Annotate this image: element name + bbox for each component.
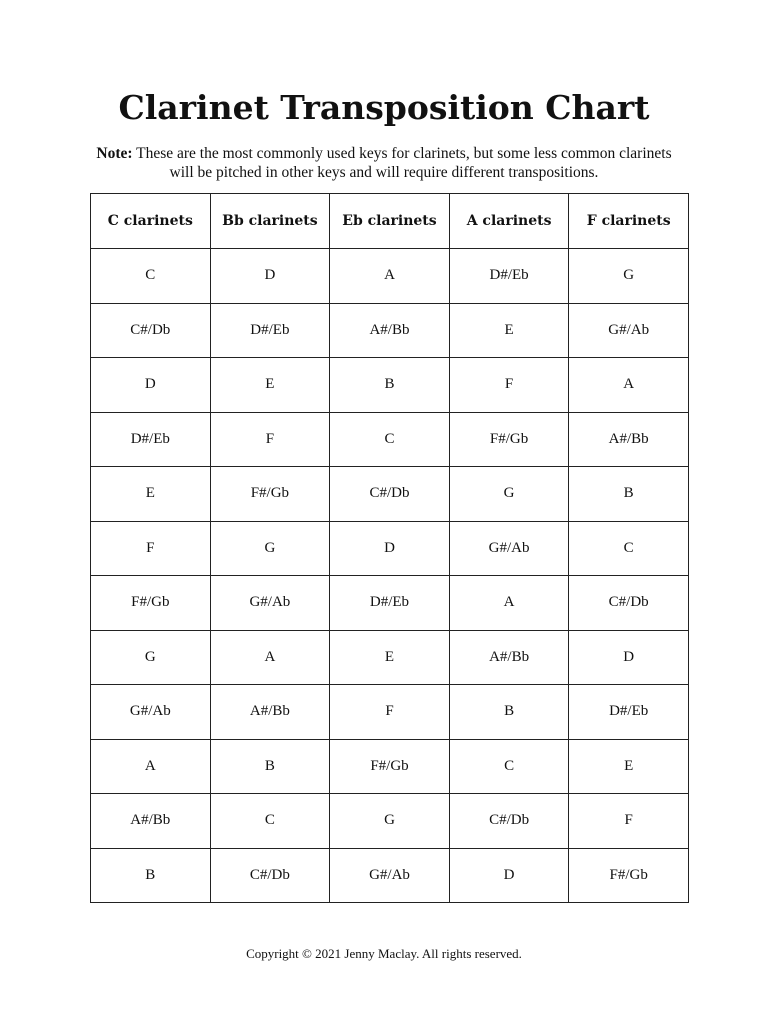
header-eb-clarinets: Eb clarinets (330, 194, 450, 249)
table-cell: A (330, 249, 450, 304)
table-row (91, 576, 689, 631)
table-cell: G#/Ab (569, 303, 689, 358)
table-row (91, 249, 689, 304)
note-text: These are the most commonly used keys for clarinets, but some less common clarinets will be pitched in other keys and will require different transpositions. (132, 145, 672, 181)
header-c-clarinets: C clarinets (91, 194, 211, 249)
table-cell: D#/Eb (91, 412, 211, 467)
table-row (91, 358, 689, 413)
table-cell: F#/Gb (91, 576, 211, 631)
table-cell: F (569, 794, 689, 849)
table-cell: A (569, 358, 689, 413)
table-cell: C#/Db (330, 467, 450, 522)
table-row (91, 467, 689, 522)
table-cell: F (449, 358, 569, 413)
table-row (91, 794, 689, 849)
table-header-row (91, 194, 689, 249)
table-cell: B (210, 739, 330, 794)
table-cell: B (330, 358, 450, 413)
table-cell: G (449, 467, 569, 522)
table-cell: E (569, 739, 689, 794)
table-cell: C#/Db (449, 794, 569, 849)
table-cell: A (91, 739, 211, 794)
table-row (91, 521, 689, 576)
table-row (91, 848, 689, 903)
header-f-clarinets: F clarinets (569, 194, 689, 249)
copyright-text: Copyright © 2021 Jenny Maclay. All rights reserved. (246, 946, 522, 961)
table-row (91, 685, 689, 740)
note-paragraph (90, 144, 678, 182)
table-cell: F#/Gb (330, 739, 450, 794)
table-cell: E (449, 303, 569, 358)
table-cell: A (210, 630, 330, 685)
table-cell: B (449, 685, 569, 740)
table-cell: C (330, 412, 450, 467)
table-cell: F#/Gb (449, 412, 569, 467)
table-cell: B (569, 467, 689, 522)
table-cell: G#/Ab (330, 848, 450, 903)
table-cell: D#/Eb (210, 303, 330, 358)
transposition-table (90, 193, 689, 903)
table-cell: C#/Db (210, 848, 330, 903)
table-cell: G#/Ab (91, 685, 211, 740)
table-cell: C#/Db (569, 576, 689, 631)
table-cell: F (330, 685, 450, 740)
table-cell: F#/Gb (569, 848, 689, 903)
table-cell: C#/Db (91, 303, 211, 358)
table-cell: A#/Bb (210, 685, 330, 740)
table-cell: C (210, 794, 330, 849)
table-cell: C (449, 739, 569, 794)
table-cell: G (330, 794, 450, 849)
table-cell: D#/Eb (569, 685, 689, 740)
table-cell: D (91, 358, 211, 413)
header-a-clarinets: A clarinets (449, 194, 569, 249)
table-cell: A#/Bb (449, 630, 569, 685)
table-row (91, 739, 689, 794)
table-cell: A#/Bb (91, 794, 211, 849)
table-cell: A#/Bb (330, 303, 450, 358)
table-cell: E (91, 467, 211, 522)
table-cell: D#/Eb (449, 249, 569, 304)
table-cell: F (91, 521, 211, 576)
table-row (91, 412, 689, 467)
table-cell: F#/Gb (210, 467, 330, 522)
table-cell: D (210, 249, 330, 304)
table-row (91, 303, 689, 358)
table-cell: A (449, 576, 569, 631)
table-cell: G#/Ab (210, 576, 330, 631)
page-title: Clarinet Transposition Chart (118, 88, 650, 127)
table-cell: A#/Bb (569, 412, 689, 467)
table-cell: D (569, 630, 689, 685)
table-cell: B (91, 848, 211, 903)
table-cell: C (91, 249, 211, 304)
table-cell: E (210, 358, 330, 413)
note-label: Note: (96, 145, 133, 162)
table-cell: F (210, 412, 330, 467)
table-cell: D (449, 848, 569, 903)
table-body (91, 249, 689, 903)
table-cell: D (330, 521, 450, 576)
table-cell: G (91, 630, 211, 685)
table-cell: D#/Eb (330, 576, 450, 631)
table-cell: C (569, 521, 689, 576)
table-cell: E (330, 630, 450, 685)
table-cell: G (210, 521, 330, 576)
table-cell: G (569, 249, 689, 304)
table-row (91, 630, 689, 685)
header-bb-clarinets: Bb clarinets (210, 194, 330, 249)
table-cell: G#/Ab (449, 521, 569, 576)
